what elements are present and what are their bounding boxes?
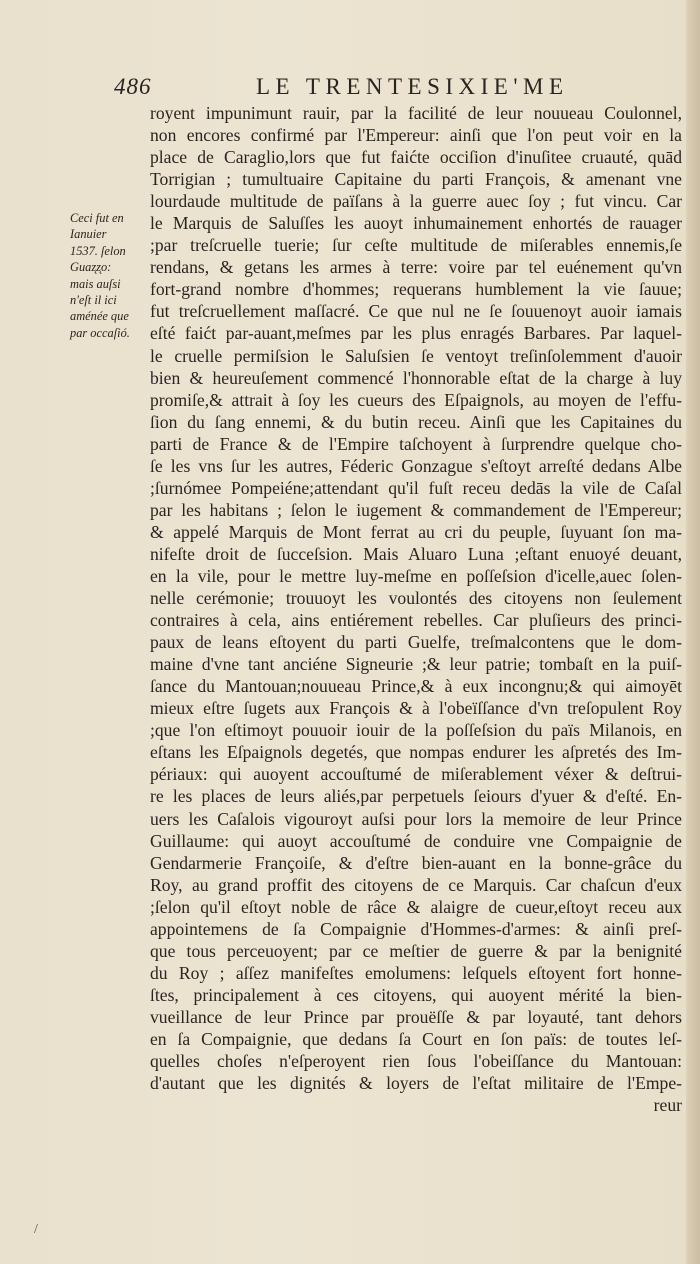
text-line: en ſa Compaignie, que dedans ſa Court en ſon païs: de toutes leſ- [150,1028,682,1049]
margin-note-line: aménée que [70,309,129,324]
text-line: bien & heureuſement commencé l'honnorable eſtat de la charge à luy [150,367,682,388]
text-line: fort-grand nombre d'hommes; requerans humblement la vie ſauue; [150,279,682,300]
text-line: rendans, & getans les armes à terre: voire par tel euénement qu'vn [150,257,682,278]
text-line: contraires à cela, ains entiérement rebelles. Car pluſieurs des princi- [150,610,682,631]
text-line: mieux eſtre ſugets aux François & à l'obeïſſance d'vn treſopulent Roy [150,698,682,719]
text-line: promiſe,& attrait à ſoy les cueurs des Eſpaignols, au moyen de l'effu- [150,389,682,410]
margin-note-line: mais auſsi [70,276,121,291]
page-edge-shadow [686,0,700,1264]
text-line: eſté faićt par-auant,meſmes par les plus enragés Barbares. Par laquel- [150,323,682,344]
text-line: en la vile, pour le mettre luy-meſme en poſſeſsion d'icelle,auec ſolen- [150,565,682,586]
text-line: périaux: qui auoyent accouſtumé de miſerablement véxer & deſtrui- [150,764,682,785]
text-line: reur [653,1095,682,1116]
margin-note-line: Ianuier [70,227,107,242]
stray-mark: / [34,1222,38,1237]
margin-note [70,210,148,341]
page-header [0,74,700,104]
text-line: nifeſte droit de ſucceſsion. Mais Aluaro Luna ;eſtant enuoyé deuant, [150,543,682,564]
text-line: eſtans les Eſpaignols degetés, que nompas endurer les aſpretés des Im- [150,742,682,763]
text-line: le Marquis de Saluſſes les auoyt inhumainement enhortés de rauager [150,213,682,234]
text-line: ;par treſcruelle tuerie; ſur ceſte multitude de miſerables ennemis,ſe [150,235,682,256]
text-line: d'autant que les dignités & loyers de l'eſtat militaire de l'Empe- [150,1073,682,1094]
margin-note-line: Guaz̨z̨o: [70,260,112,275]
text-line: re les places de leurs aliés,par perpetuels ſeiours d'yuer & d'eſté. En- [150,786,682,807]
text-line: vueillance de leur Prince par prouëſſe & par loyauté, tant dehors [150,1006,682,1027]
text-line: uers les Caſalois vigouroyt auſsi pour lors la memoire de leur Prince [150,808,682,829]
text-line: place de Caraglio,lors que fut faićte occiſion d'inuſitee cruauté, quād [150,147,682,168]
running-head: LE TRENTESIXIE'ME [256,74,569,99]
text-line: ;ſurnómee Pompeiéne;attendant qu'il fuſt receu dedās la vile de Caſal [150,477,682,498]
text-line: Roy, au grand proffit des citoyens de ce Marquis. Car chaſcun d'eux [150,874,682,895]
margin-note-line: 1537. ſelon [70,243,126,258]
page-number: 486 [114,74,152,99]
text-line: ;ſelon qu'il eſtoyt noble de râce & alaigre de cueur,eſtoyt receu aux [150,896,682,917]
margin-note-line: Ceci fut en [70,211,124,225]
text-line: ſance du Mantouan;nouueau Prince,& à eux incongnu;& qui aimoyēt [150,676,682,697]
margin-note-line: n'eſt il ici [70,292,117,307]
text-line: Guillaume: qui auoyt accouſtumé de conduire vne Compaignie de [150,830,682,851]
text-line: du Roy ; aſſez manifeſtes emolumens: leſquels eſtoyent fort honne- [150,962,682,983]
margin-note-line: par occaſió. [70,325,130,340]
text-line: paux de leans eſtoyent du parti Guelfe, treſmalcontens que le dom- [150,632,682,653]
text-line: par les habitans ; ſelon le iugement & commandement de l'Empereur; [150,499,682,520]
text-line: parti de France & de l'Empire taſchoyent à ſurprendre quelque cho- [150,433,682,454]
text-line: ſtes, principalement à ces citoyens, qui auoyent mérité la bien- [150,984,682,1005]
text-line: appointemens de ſa Compaignie d'Hommes-d'armes: & ainſi preſ- [150,918,682,939]
text-line: que tous perceuoyent; par ce meſtier de guerre & par la benignité [150,940,682,961]
text-line: ;que l'on eſtimoyt pouuoir iouir de la poſſeſsion du païs Milanois, en [150,720,682,741]
text-line: maine d'vne tant anciéne Signeurie ;& leur patrie; tombaſt en la puiſ- [150,654,682,675]
text-line: quelles choſes n'eſperoyent rien ſous l'obeiſſance du Mantouan: [150,1051,682,1072]
text-line: royent impunimunt rauir, par la facilité de leur nouueau Coulonnel, [150,103,682,123]
text-line: non encores confirmé par l'Empereur: ainſi que l'on peut voir en la [150,125,682,146]
text-line: ſion du ſang ennemi, & du butin receu. Ainſi que les Capitaines du [150,411,682,432]
text-line: & appelé Marquis de Mont ferrat au cri du peuple, ſuyuant ſon ma- [150,521,682,542]
text-line: Torrigian ; tumultuaire Capitaine du parti François, & amenant vne [150,169,682,190]
body-text [150,102,682,1116]
text-line: nelle cerémonie; trouuoyt les voulontés des citoyens non ſeulement [150,588,682,609]
text-line: ſe les vns ſur les autres, Féderic Gonzague s'eſtoyt arreſté dedans Albe [150,455,682,476]
text-line: le cruelle permiſsion le Saluſsien ſe ventoyt treſinſolemment d'auoir [150,345,682,366]
text-line: Gendarmerie Françoiſe, & d'eſtre bien-auant en la bonne-grâce du [150,852,682,873]
text-line: lourdaude multitude de païſans à la guerre auec ſoy ; fut vincu. Car [150,191,682,212]
text-line: fut treſcruellement maſſacré. Ce que nul ne ſe ſouuenoyt auoir iamais [150,301,682,322]
